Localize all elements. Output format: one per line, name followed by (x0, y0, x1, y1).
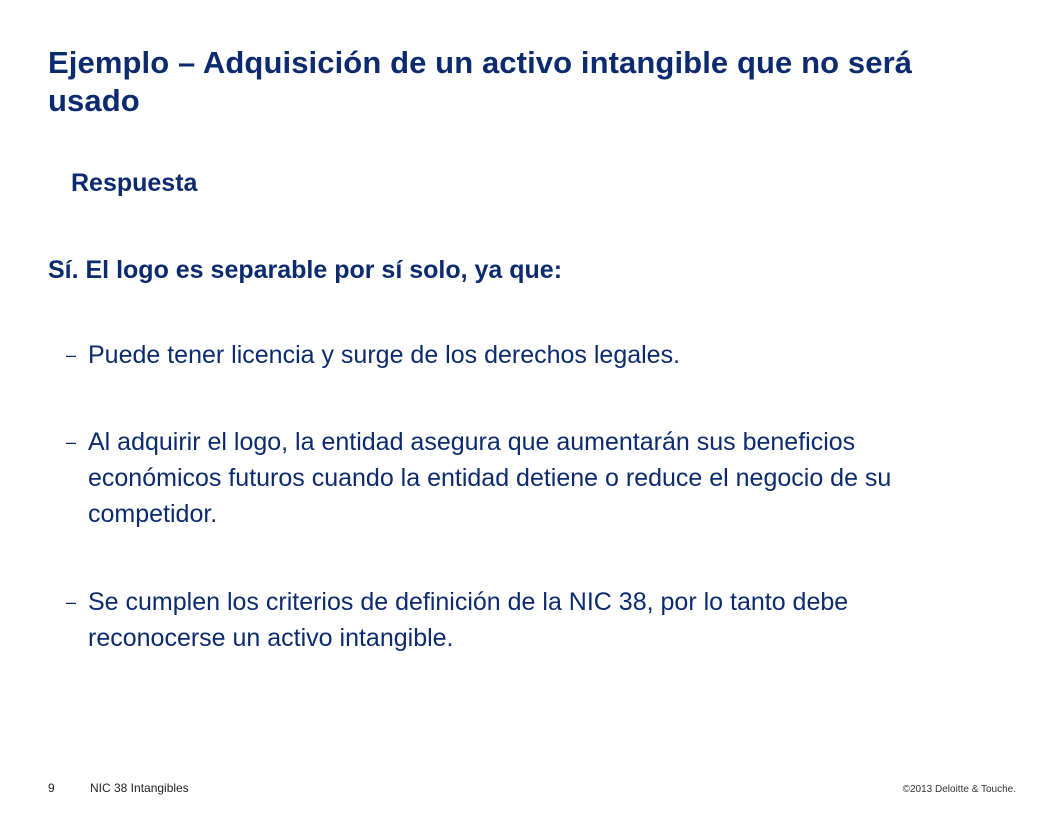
bullet-dash: – (66, 592, 77, 612)
bullet-item (66, 584, 946, 656)
slide-title: Ejemplo – Adquisición de un activo intangible que no será usado (48, 45, 913, 118)
bullet-dash: – (66, 345, 77, 365)
bullet-text: Al adquirir el logo, la entidad asegura que aumentarán sus beneficios económicos futuros cuando la entidad detiene o reduce el negocio de su competidor. (88, 428, 892, 528)
page-number: 9 (48, 781, 55, 795)
answer-intro: Sí. El logo es separable por sí solo, ya que: (48, 256, 563, 284)
bullet-text: Se cumplen los criterios de definición de la NIC 38, por lo tanto debe reconocerse un activo intangible. (88, 588, 849, 652)
copyright-notice: ©2013 Deloitte & Touche. (902, 784, 1016, 795)
section-heading: Respuesta (71, 169, 198, 197)
footer-deck-title: NIC 38 Intangibles (90, 781, 189, 795)
bullet-item (66, 424, 946, 532)
bullet-item (66, 337, 946, 373)
bullet-text: Puede tener licencia y surge de los derechos legales. (88, 341, 681, 369)
bullet-dash: – (66, 432, 77, 452)
